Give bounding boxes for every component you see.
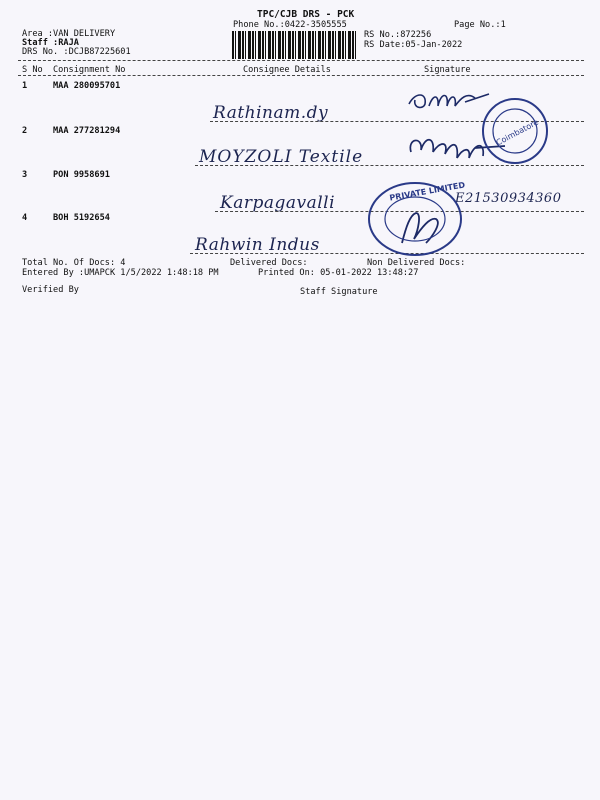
staff-signature-label: Staff Signature (300, 287, 378, 297)
row3-sno: 3 (22, 170, 28, 180)
row2-consignment: MAA 277281294 (53, 126, 121, 136)
entered-by: Entered By :UMAPCK 1/5/2022 1:48:18 PM (22, 268, 219, 278)
coimbatore-stamp-text: Coimbatore (494, 117, 540, 148)
row1-consignment: MAA 280095701 (53, 81, 121, 91)
col-consignment: Consignment No (53, 65, 126, 75)
non-delivered-docs: Non Delivered Docs: (367, 258, 466, 268)
phone-number: Phone No.:0422-3505555 (233, 20, 347, 30)
drs-number: DRS No. :DCJB87225601 (22, 47, 131, 57)
barcode (232, 31, 356, 59)
row1-consignee-handwriting: Rathinam.dy (213, 103, 329, 123)
row1-sno: 1 (22, 81, 28, 91)
verified-by: Verified By (22, 285, 79, 295)
delivered-docs: Delivered Docs: (230, 258, 308, 268)
col-consignee: Consignee Details (243, 65, 331, 75)
rs-number: RS No.:872256 (364, 30, 432, 40)
printed-on: Printed On: 05-01-2022 13:48:27 (258, 268, 419, 278)
header-divider (18, 60, 584, 61)
staff-field: Staff :RAJA (22, 38, 79, 48)
company-stamp-text: PRIVATE LIMITED (388, 180, 466, 203)
row4-sno: 4 (22, 213, 28, 223)
row4-consignment: BOH 5192654 (53, 213, 110, 223)
area-field: Area :VAN DELIVERY (22, 29, 116, 39)
document-title: TPC/CJB DRS - PCK (257, 9, 355, 20)
row3-consignee-handwriting: Karpagavalli (220, 193, 336, 213)
col-sno: S No (22, 65, 43, 75)
columns-divider (18, 75, 584, 76)
company-stamp (367, 180, 466, 257)
col-signature: Signature (424, 65, 471, 75)
rs-date: RS Date:05-Jan-2022 (364, 40, 463, 50)
page-number: Page No.:1 (454, 20, 506, 30)
coimbatore-stamp (480, 96, 550, 166)
row2-sno: 2 (22, 126, 28, 136)
row4-consignee-handwriting: Rahwin Indus (195, 235, 320, 255)
row3-handwritten-number: E21530934360 (455, 191, 562, 206)
row3-consignment: PON 9958691 (53, 170, 110, 180)
total-docs: Total No. Of Docs: 4 (22, 258, 126, 268)
row2-consignee-handwriting: MOYZOLI Textile (199, 147, 364, 167)
